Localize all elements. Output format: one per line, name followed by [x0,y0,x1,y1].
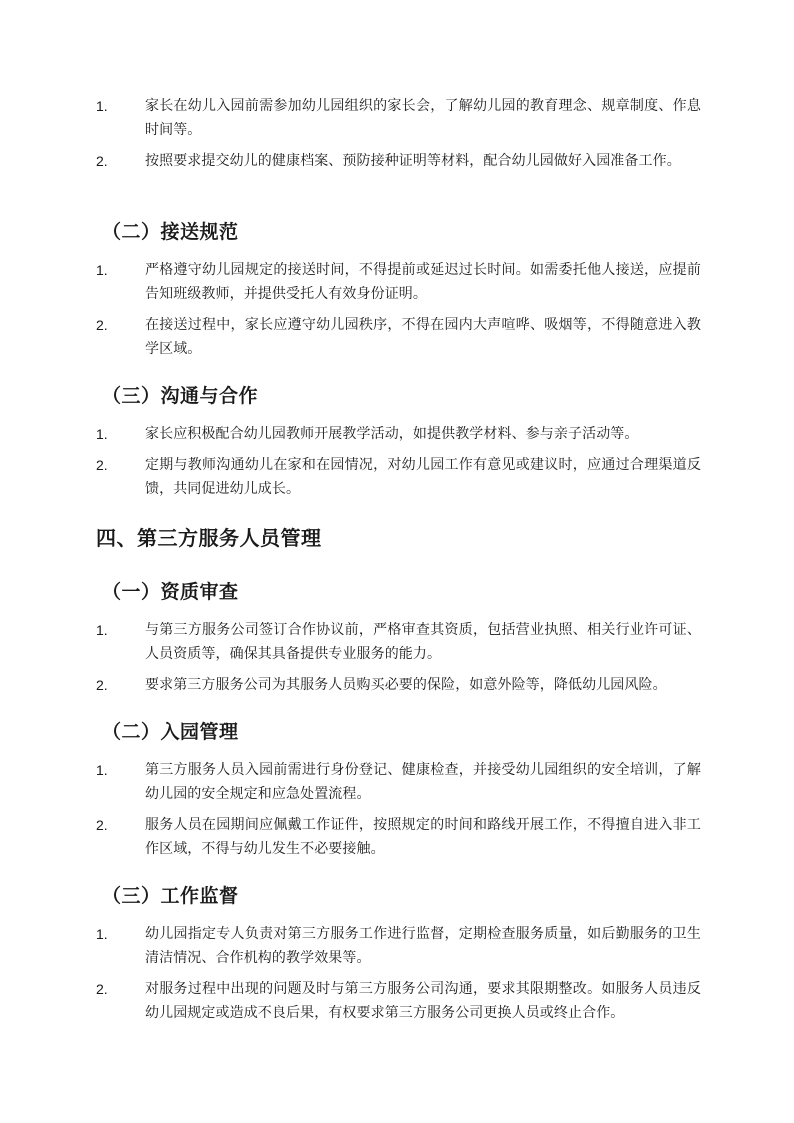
list-text: 家长在幼儿入园前需参加幼儿园组织的家长会，了解幼儿园的教育理念、规章制度、作息时间等。 [145,98,701,138]
list-text: 定期与教师沟通幼儿在家和在园情况，对幼儿园工作有意见或建议时，应通过合理渠道反馈，共同促进幼儿成长。 [145,457,701,497]
section-heading-third-party: 四、第三方服务人员管理 [96,526,322,550]
subsection-heading-communication: （三）沟通与合作 [102,385,259,407]
list-text: 幼儿园指定专人负责对第三方服务工作进行监督，定期检查服务质量，如后勤服务的卫生清洁情况、合作机构的教学效果等。 [145,926,701,966]
subsection-heading-supervision: （三）工作监督 [102,885,239,907]
list-text: 与第三方服务公司签订合作协议前，严格审查其资质，包括营业执照、相关行业许可证、人员资质等，确保其具备提供专业服务的能力。 [145,622,701,662]
list-number: 1. [96,262,108,278]
list-text: 第三方服务人员入园前需进行身份登记、健康检查，并接受幼儿园组织的安全培训，了解幼儿园的安全规定和应急处置流程。 [145,762,701,802]
list-number: 1. [96,98,108,114]
subsection-heading-pickup: （二）接送规范 [102,221,239,243]
list-number: 2. [96,317,108,333]
list-number: 1. [96,762,108,778]
list-number: 2. [96,981,108,997]
subsection-heading-qualification: （一）资质审查 [102,581,239,603]
list-number: 1. [96,426,108,442]
subsection-heading-entry: （二）入园管理 [102,721,239,743]
list-text: 在接送过程中，家长应遵守幼儿园秩序，不得在园内大声喧哗、吸烟等，不得随意进入教学区域。 [145,317,701,357]
list-text: 服务人员在园期间应佩戴工作证件，按照规定的时间和路线开展工作，不得擅自进入非工作区域，不得与幼儿发生不必要接触。 [145,817,701,857]
list-text: 按照要求提交幼儿的健康档案、预防接种证明等材料，配合幼儿园做好入园准备工作。 [145,153,681,169]
list-number: 2. [96,457,108,473]
list-number: 2. [96,677,108,693]
list-number: 1. [96,622,108,638]
list-text: 家长应积极配合幼儿园教师开展教学活动，如提供教学材料、参与亲子活动等。 [145,426,639,442]
list-text: 严格遵守幼儿园规定的接送时间，不得提前或延迟过长时间。如需委托他人接送，应提前告知班级教师，并提供受托人有效身份证明。 [145,262,701,302]
list-number: 2. [96,153,108,169]
list-text: 要求第三方服务公司为其服务人员购买必要的保险，如意外险等，降低幼儿园风险。 [145,677,667,693]
list-text: 对服务过程中出现的问题及时与第三方服务公司沟通，要求其限期整改。如服务人员违反幼儿园规定或造成不良后果，有权要求第三方服务公司更换人员或终止合作。 [145,981,701,1021]
list-number: 1. [96,926,108,942]
list-number: 2. [96,817,108,833]
